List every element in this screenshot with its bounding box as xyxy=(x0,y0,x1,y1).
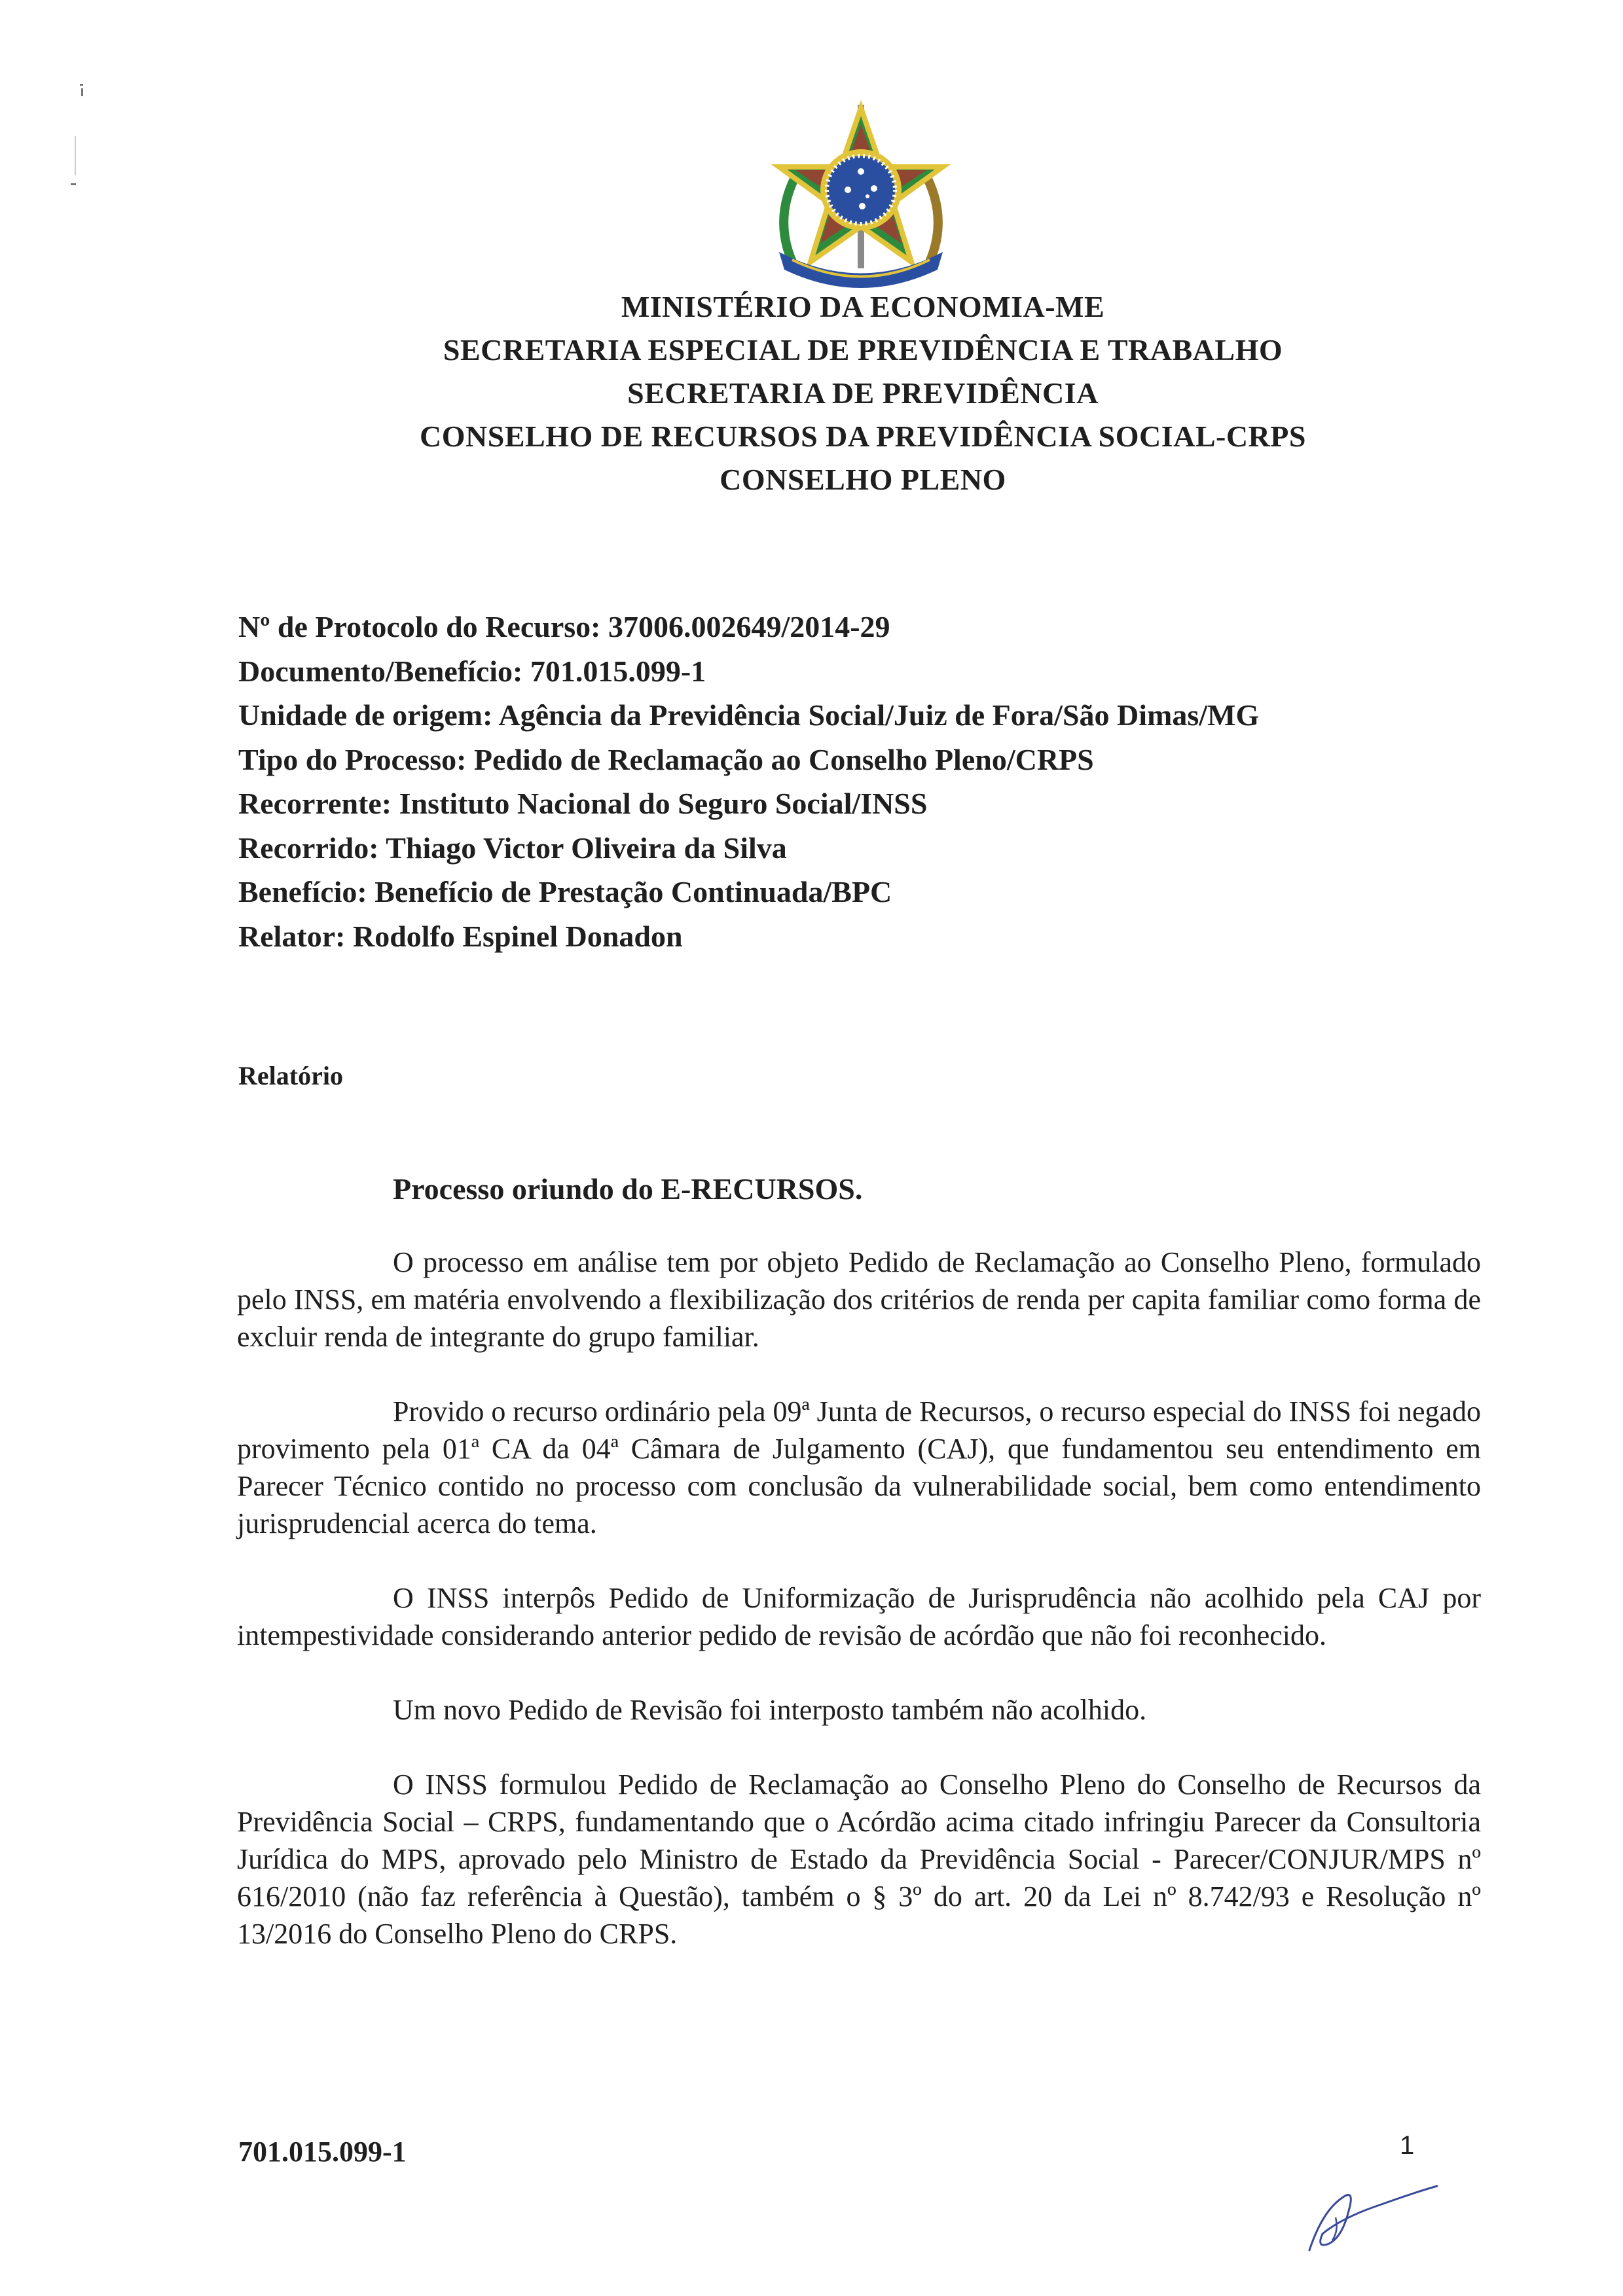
header-council: CONSELHO DE RECURSOS DA PREVIDÊNCIA SOCIAL-CRPS xyxy=(420,420,1306,453)
paragraph: O INSS interpôs Pedido de Uniformização de Jurisprudência não acolhido pela CAJ por intempestividade considerando anterior pedido de revisão de acórdão que não foi reconhecido. xyxy=(237,1582,1481,1651)
scan-mark xyxy=(71,183,76,185)
scan-mark xyxy=(75,136,76,175)
paragraph: Provido o recurso ordinário pela 09ª Junta de Recursos, o recurso especial do INSS foi negado provimento pela 01ª CA da 04ª Câmara de Julgamento (CAJ), que fundamentou seu entendimento em Parecer Técnico contido no processo com conclusão da vulnerabilidade social, bem como entendimento jurisprudencial acerca do tema. xyxy=(237,1395,1481,1539)
meta-benefit: Benefício: Benefício de Prestação Continuada/BPC xyxy=(238,875,892,908)
report-body xyxy=(237,1244,1481,1990)
header-special-secretariat: SECRETARIA ESPECIAL DE PREVIDÊNCIA E TRABALHO xyxy=(443,333,1283,367)
scan-mark xyxy=(81,88,83,96)
process-metadata xyxy=(238,605,1259,958)
meta-rapporteur: Relator: Rodolfo Espinel Donadon xyxy=(238,919,683,953)
footer-document-id: 701.015.099-1 xyxy=(238,2136,407,2168)
meta-process-type: Tipo do Processo: Pedido de Reclamação ao Conselho Pleno/CRPS xyxy=(238,742,1094,776)
meta-protocol: Nº de Protocolo do Recurso: 37006.002649/2014-29 xyxy=(238,610,890,643)
section-subtitle: Processo oriundo do E-RECURSOS. xyxy=(393,1172,863,1206)
meta-appellee: Recorrido: Thiago Victor Oliveira da Silva xyxy=(238,831,787,865)
meta-appellant: Recorrente: Instituto Nacional do Seguro Social/INSS xyxy=(238,787,928,820)
section-title: Relatório xyxy=(238,1061,343,1090)
paragraph: O processo em análise tem por objeto Pedido de Reclamação ao Conselho Pleno, formulado pelo INSS, em matéria envolvendo a flexibilização dos critérios de renda per capita familiar como forma de excluir renda de integrante do grupo familiar. xyxy=(237,1246,1481,1353)
page-number: 1 xyxy=(1400,2131,1415,2160)
coat-of-arms-emblem xyxy=(766,98,956,288)
header-secretariat: SECRETARIA DE PREVIDÊNCIA xyxy=(627,376,1099,410)
paragraph: Um novo Pedido de Revisão foi interposto também não acolhido. xyxy=(393,1694,1147,1726)
document-header xyxy=(0,285,1623,501)
handwritten-signature xyxy=(1303,2172,1440,2257)
paragraph: O INSS formulou Pedido de Reclamação ao Conselho Pleno do Conselho de Recursos da Previdência Social – CRPS, fundamentando que o Acórdão acima citado infringiu Parecer da Consultoria Jurídica do MPS, aprovado pelo Ministro de Estado da Previdência Social - Parecer/CONJUR/MPS nº 616/2010 (não faz referência à Questão), também o § 3º do art. 20 da Lei nº 8.742/93 e Resolução nº 13/2016 do Conselho Pleno do CRPS. xyxy=(237,1768,1481,1950)
header-plenary: CONSELHO PLENO xyxy=(720,463,1006,496)
header-ministry: MINISTÉRIO DA ECONOMIA-ME xyxy=(621,290,1105,323)
meta-document: Documento/Benefício: 701.015.099-1 xyxy=(238,654,706,688)
scan-mark xyxy=(80,84,83,86)
meta-origin-unit: Unidade de origem: Agência da Previdência Social/Juiz de Fora/São Dimas/MG xyxy=(238,698,1260,732)
